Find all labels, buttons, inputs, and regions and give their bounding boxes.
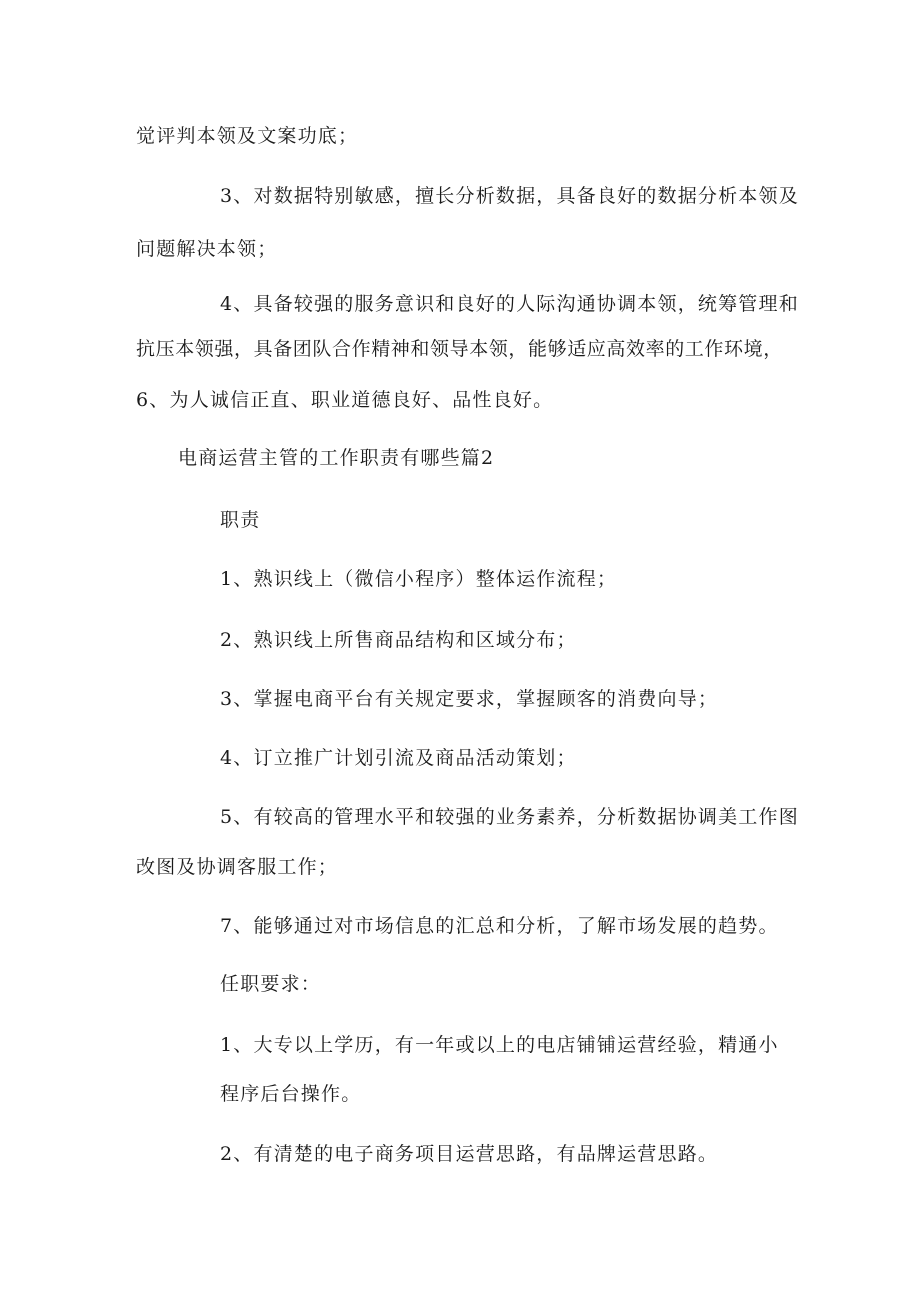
text-line: 2、有清楚的电子商务项目运营思路，有品牌运营思路。: [220, 1143, 719, 1165]
text-line: 1、大专以上学历，有一年或以上的电店铺铺运营经验，精通小: [220, 1034, 779, 1056]
text-line: 抗压本领强，具备团队合作精神和领导本领，能够适应高效率的工作环境，: [136, 338, 783, 360]
text-line: 3、对数据特别敏感，擅长分析数据，具备良好的数据分析本领及: [220, 185, 799, 207]
text-line: 改图及协调客服工作；: [136, 856, 339, 878]
text-line: 7、能够通过对市场信息的汇总和分析，了解市场发展的趋势。: [220, 915, 779, 937]
text-line: 5、有较高的管理水平和较强的业务素养，分析数据协调美工作图: [220, 806, 799, 828]
text-line: 6、为人诚信正直、职业道德良好、品性良好。: [136, 389, 554, 411]
text-line: 4、订立推广计划引流及商品活动策划；: [220, 747, 577, 769]
subheading-duties: 职责: [220, 509, 261, 531]
text-line: 问题解决本领；: [136, 238, 278, 260]
text-line: 3、掌握电商平台有关规定要求，掌握顾客的消费向导；: [220, 688, 719, 710]
text-line: 程序后台操作。: [220, 1083, 362, 1105]
text-line: 4、具备较强的服务意识和良好的人际沟通协调本领，统筹管理和: [220, 293, 799, 315]
text-line: 觉评判本领及文案功底；: [136, 125, 359, 147]
section-heading: 电商运营主管的工作职责有哪些篇2: [178, 447, 495, 469]
text-line: 2、熟识线上所售商品结构和区域分布；: [220, 629, 577, 651]
text-line: 1、熟识线上（微信小程序）整体运作流程；: [220, 568, 618, 590]
subheading-requirements: 任职要求：: [220, 973, 322, 995]
